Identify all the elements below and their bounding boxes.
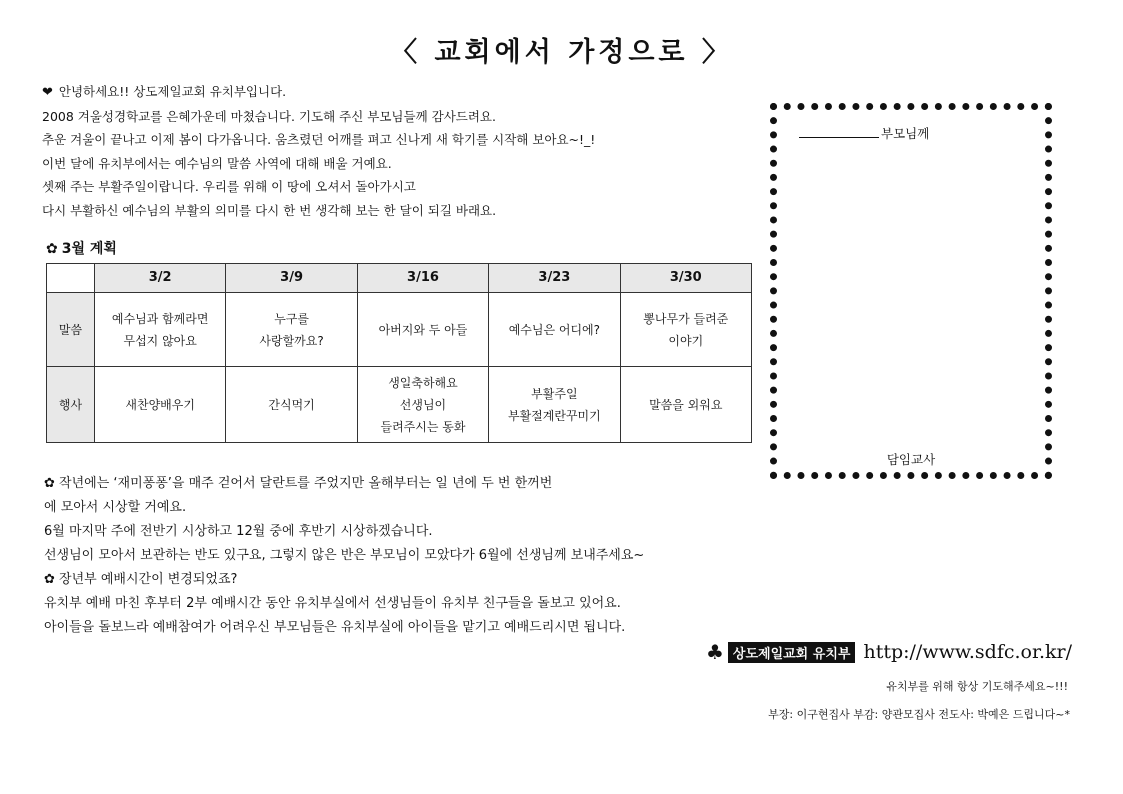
flower-icon: ✿ — [46, 241, 58, 257]
cell-text: 선생님이 — [399, 397, 447, 412]
heart-icon: ❤ — [42, 85, 53, 100]
page-title: 〈 교회에서 가정으로 〉 — [390, 37, 733, 68]
notice-line: ✿ 장년부 예배시간이 변경되었죠? — [44, 572, 238, 587]
plan-heading — [46, 238, 117, 258]
cell-text: 간식먹기 — [268, 397, 315, 412]
cell-text: 누구를 — [274, 311, 309, 326]
table-cell — [489, 293, 620, 367]
cell-text: 부활절계란꾸미기 — [507, 408, 601, 423]
table-cell — [95, 293, 226, 367]
date-header: 3/23 — [489, 264, 620, 293]
church-url-link[interactable]: http://www.sdfc.or.kr/ — [863, 641, 1072, 663]
table-row — [47, 293, 752, 367]
cell-text: 뽕나무가 들려준 — [643, 311, 729, 326]
church-name-badge: 상도제일교회 유치부 — [728, 642, 856, 663]
date-header: 3/16 — [357, 264, 488, 293]
notice-line: 유치부 예배 마친 후부터 2부 예배시간 동안 유치부실에서 선생님들이 유치부 친구들을 돌보고 있어요. — [44, 596, 621, 611]
club-icon: ♣ — [705, 640, 724, 664]
notice-line: 아이들을 돌보느라 예배참여가 어려우신 부모님들은 유치부실에 아이들을 맡기고 예배드리시면 됩니다. — [44, 620, 626, 635]
notice-line: 6월 마지막 주에 전반기 시상하고 12월 중에 후반기 시상하겠습니다. — [44, 524, 433, 539]
intro-paragraph — [42, 80, 595, 222]
plan-heading-text: 3월 계획 — [61, 241, 117, 257]
cell-text: 예수님은 어디에? — [508, 322, 601, 337]
intro-line-text: 안녕하세요!! 상도제일교회 유치부입니다. — [58, 84, 287, 99]
notices-section — [44, 472, 644, 640]
table-header-row — [47, 264, 752, 293]
recipient-blank-line — [799, 137, 879, 138]
date-header: 3/2 — [95, 264, 226, 293]
staff-credits: 부장: 이구현집사 부감: 양관모집사 전도사: 박예은 드립니다~* — [768, 708, 1070, 721]
prayer-request: 유치부를 위해 항상 기도해주세요~!!! — [886, 680, 1068, 693]
table-row — [47, 367, 752, 443]
table-cell — [95, 367, 226, 443]
schedule-table — [46, 263, 752, 443]
notice-line: ✿ 작년에는 ‘재미퐁퐁’을 매주 걷어서 달란트를 주었지만 올해부터는 일 년에 두 번 한꺼번 — [44, 476, 553, 491]
parent-note-box — [770, 103, 1052, 479]
cell-text: 생일축하해요 — [388, 375, 458, 390]
intro-line: 이번 달에 유치부에서는 예수님의 말씀 사역에 대해 배울 거예요. — [42, 155, 392, 171]
note-recipient — [799, 124, 929, 142]
table-cell — [620, 293, 751, 367]
notice-line: 에 모아서 시상할 거예요. — [44, 500, 187, 515]
table-cell — [226, 293, 357, 367]
cell-text: 새찬양배우기 — [125, 397, 195, 412]
cell-text: 사랑할까요? — [259, 333, 324, 348]
cell-text: 말씀을 외워요 — [649, 397, 723, 412]
intro-line: 셋째 주는 부활주일이랍니다. 우리를 위해 이 땅에 오셔서 돌아가시고 — [42, 179, 416, 194]
cell-text: 이야기 — [668, 333, 704, 348]
date-header: 3/9 — [226, 264, 357, 293]
cell-text: 무섭지 않아요 — [123, 333, 197, 348]
notice-line: 선생님이 모아서 보관하는 반도 있구요, 그렇지 않은 반은 부모님이 모았다가 6월에 선생님께 보내주세요~ — [44, 548, 645, 563]
table-cell — [357, 367, 488, 443]
intro-line: 2008 겨울성경학교를 은혜가운데 마쳤습니다. 기도해 주신 부모님들께 감사드려요. — [42, 108, 496, 124]
date-header: 3/30 — [620, 264, 751, 293]
cell-text: 예수님과 함께라면 — [111, 311, 209, 326]
table-cell — [226, 367, 357, 443]
cell-text: 아버지와 두 아들 — [378, 322, 468, 337]
note-sender-label: 담임교사 — [886, 452, 936, 467]
row-header: 말씀 — [47, 293, 95, 367]
intro-line: 다시 부활하신 예수님의 부활의 의미를 다시 한 번 생각해 보는 한 달이 되길 바래요. — [42, 202, 497, 218]
note-recipient-label: 부모님께 — [881, 126, 930, 141]
table-cell — [357, 293, 488, 367]
church-signature — [0, 640, 1072, 664]
table-corner — [47, 264, 95, 293]
cell-text: 들려주시는 동화 — [380, 419, 466, 434]
table-cell — [620, 367, 751, 443]
intro-line — [42, 80, 595, 105]
table-cell — [489, 367, 620, 443]
cell-text: 부활주일 — [531, 386, 578, 401]
row-header: 행사 — [47, 367, 95, 443]
intro-line: 추운 겨울이 끝나고 이제 봄이 다가옵니다. 움츠렸던 어깨를 펴고 신나게 새 학기를 시작해 보아요~!_! — [42, 132, 596, 147]
